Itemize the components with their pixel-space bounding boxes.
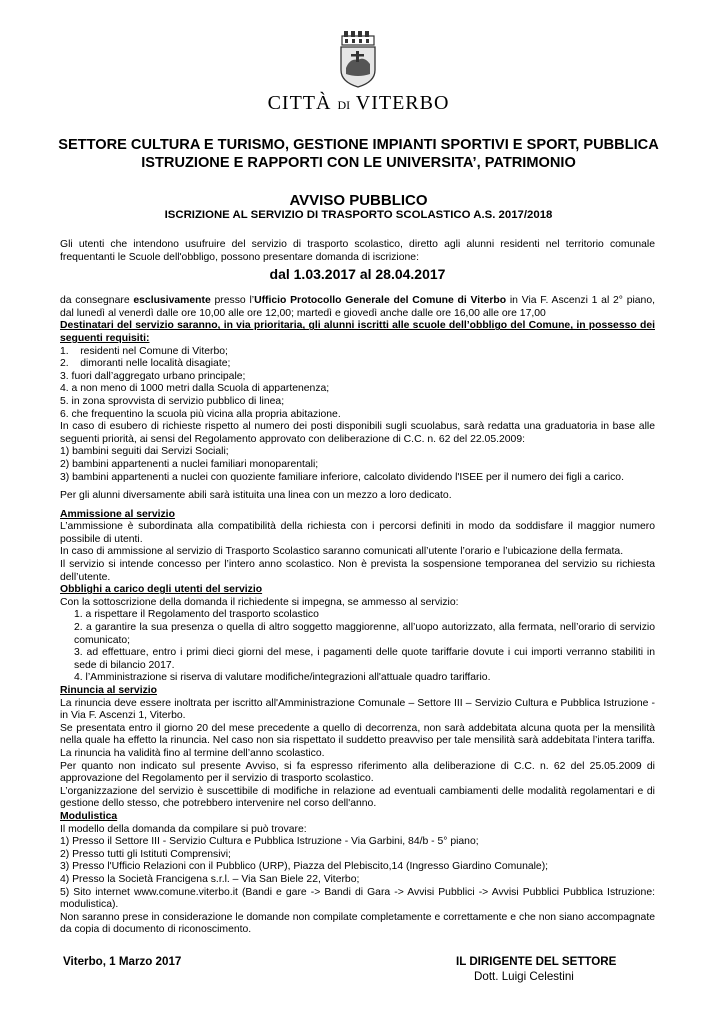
- forms-item: 5) Sito internet www.comune.viterbo.it (Bandi e gare -> Bandi di Gara -> Avvisi Pubblici -> Avvisi Pubblici Pubblica Istruzione: modulistica).: [60, 886, 655, 911]
- requirement-item: 6. che frequentino la scuola più vicina alla propria abitazione.: [60, 408, 341, 420]
- requirement-item: 4. a non meno di 1000 metri dalla Scuola di appartenenza;: [60, 383, 330, 395]
- obligation-item: 4. l’Amministrazione si riserva di valutare modifiche/integrazioni all'attuale quadro tariffario.: [74, 672, 491, 684]
- obligation-item: 3. ad effettuare, entro i primi dieci giorni del mese, i pagamenti delle quote tariffarie dovute i cui importi verranno stabiliti in sede di bilancio 2017.: [74, 647, 655, 671]
- forms-heading: Modulistica: [60, 810, 118, 822]
- application-dates: dal 1.03.2017 al 28.04.2017: [269, 266, 446, 283]
- delivery-paragraph: [60, 295, 655, 320]
- city-name-part: CITTÀ: [267, 92, 332, 114]
- obligations-heading: Obblighi a carico degli utenti del servizio: [60, 584, 263, 596]
- notice-subtitle: ISCRIZIONE AL SERVIZIO DI TRASPORTO SCOLASTICO A.S. 2017/2018: [164, 209, 553, 221]
- forms-item: 2) Presso tutti gli Istituti Comprensivi;: [60, 848, 231, 860]
- obligations-intro: Con la sottoscrizione della domanda il richiedente si impegna, se ammesso al servizio:: [60, 596, 459, 608]
- waiver-line: Se presentata entro il giorno 20 del mese precedente a quello di decorrenza, non sarà addebitata alcuna quota per la mensilità nella quale ha effetto la rinuncia. Nel caso non sia rispettato il suddetto preavviso per tale mensilità sarà addebitata l’intera tariffa. La rinuncia ha validità fino al termine dell’anno scolastico.: [60, 722, 655, 759]
- notice-body: [60, 239, 655, 937]
- city-name: [0, 92, 717, 115]
- delivery-text: in Via F. Ascenzi 1 al 2° piano, dal lunedì al venerdì dalle ore 10,00 alle ore 12,00; martedì e giovedì anche dalle ore 16,00 alle ore 17,00: [60, 295, 655, 319]
- admission-line: Il servizio si intende concesso per l’intero anno scolastico. Non è prevista la sospensione temporanea del servizio su richiesta dell’utente.: [60, 559, 655, 583]
- priority-item: 2) bambini appartenenti a nuclei familiari monoparentali;: [60, 458, 319, 470]
- delivery-exclusive: esclusivamente: [133, 295, 211, 307]
- forms-item: 1) Presso il Settore III - Servizio Cultura e Pubblica Istruzione - Via Garbini, 84/b - 5° piano;: [60, 836, 479, 848]
- place-date: Viterbo, 1 Marzo 2017: [63, 955, 182, 968]
- requirement-item: 5. in zona sprovvista di servizio pubblico di linea;: [60, 395, 285, 407]
- delivery-office: Ufficio Protocollo Generale del Comune di Viterbo: [254, 295, 507, 307]
- requirement-item: 3. fuori dall’aggregato urbano principale;: [60, 370, 246, 382]
- admission-heading: Ammissione al servizio: [60, 508, 175, 520]
- signatory-name: Dott. Luigi Celestini: [474, 970, 574, 983]
- forms-closing: Non saranno prese in considerazione le domande non compilate completamente e correttamente e che non siano accompagnate da copia di documento di riconoscimento.: [60, 911, 655, 936]
- recipients-heading: Destinatari del servizio saranno, in via prioritaria, gli alunni iscritti alle scuole dell’obbligo del Comune, in possesso dei seguenti requisiti:: [60, 320, 655, 344]
- notice-title: AVVISO PUBBLICO: [289, 192, 428, 209]
- requirement-item: 1. residenti nel Comune di Viterbo;: [60, 345, 228, 357]
- disabled-paragraph: Per gli alunni diversamente abili sarà istituita una linea con un mezzo a loro dedicato.: [60, 490, 452, 502]
- waiver-heading: Rinuncia al servizio: [60, 685, 158, 696]
- delivery-text: da consegnare: [60, 295, 134, 307]
- sector-title: SETTORE CULTURA E TURISMO, GESTIONE IMPIANTI SPORTIVI E SPORT, PUBBLICA ISTRUZIONE E RAPPORTI CON LE UNIVERSITA’, PATRIMONIO: [58, 137, 659, 171]
- obligation-item: 2. a garantire la sua presenza o quella di altro soggetto maggiorenne, all’uopo autorizzato, alla fermata, nell’orario di servizio comunicato;: [74, 622, 655, 646]
- admission-line: In caso di ammissione al servizio di Trasporto Scolastico saranno comunicati all’utente l’orario e l’ubicazione della fermata.: [60, 546, 624, 558]
- admission-line: L’ammissione è subordinata alla compatibilità della richiesta con i percorsi definiti in modo da soddisfare il maggior numero possibile di utenti.: [60, 521, 655, 545]
- requirement-item: 2. dimoranti nelle località disagiate;: [60, 358, 231, 370]
- excess-paragraph: In caso di esubero di richieste rispetto al numero dei posti disponibili sugli scuolabus, sarà redatta una graduatoria in base alle seguenti priorità, ai sensi del Regolamento approvato con deliberazione di C.C. n. 62 del 22.05.2009:: [60, 421, 655, 445]
- waiver-line: La rinuncia deve essere inoltrata per iscritto all'Amministrazione Comunale – Settore III – Servizio Cultura e Pubblica Istruzione - in Via F. Ascenzi 1, Viterbo.: [60, 697, 655, 722]
- obligation-item: 1. a rispettare il Regolamento del trasporto scolastico: [74, 609, 319, 621]
- delivery-text: presso l’: [210, 295, 255, 307]
- waiver-line: L’organizzazione del servizio è suscettibile di modifiche in relazione ad eventuali cambiamenti delle modalità regolamentari e di gestione dello stesso, che potrebbero intervenire nel corso dell'anno.: [60, 785, 655, 810]
- waiver-line: Per quanto non indicato sul presente Avviso, si fa espresso riferimento alla deliberazione di C.C. n. 62 del 25.05.2009 di approvazione del Regolamento per il servizio di trasporto scolastico.: [60, 760, 655, 785]
- forms-item: 3) Presso l'Ufficio Relazioni con il Pubblico (URP), Piazza del Plebiscito,14 (Ingresso Giardino Comunale);: [60, 861, 549, 873]
- city-crest-logo: [336, 30, 380, 88]
- forms-item: 4) Presso la Società Francigena s.r.l. – Via San Biele 22, Viterbo;: [60, 873, 360, 885]
- priority-item: 3) bambini appartenenti a nuclei con quoziente familiare inferiore, calcolato dividendo l'ISEE per il numero dei figli a carico.: [60, 471, 624, 483]
- city-name-di: DI: [337, 98, 351, 112]
- intro-paragraph: Gli utenti che intendono usufruire del servizio di trasporto scolastico, diretto agli alunni residenti nel territorio comunale frequentanti le Scuole dell'obbligo, possono presentare domanda di iscrizione:: [60, 239, 655, 263]
- city-name-part: VITERBO: [355, 92, 450, 114]
- signatory-role: IL DIRIGENTE DEL SETTORE: [456, 955, 617, 968]
- priority-item: 1) bambini seguiti dai Servizi Sociali;: [60, 446, 229, 458]
- forms-intro: Il modello della domanda da compilare si può trovare:: [60, 823, 307, 835]
